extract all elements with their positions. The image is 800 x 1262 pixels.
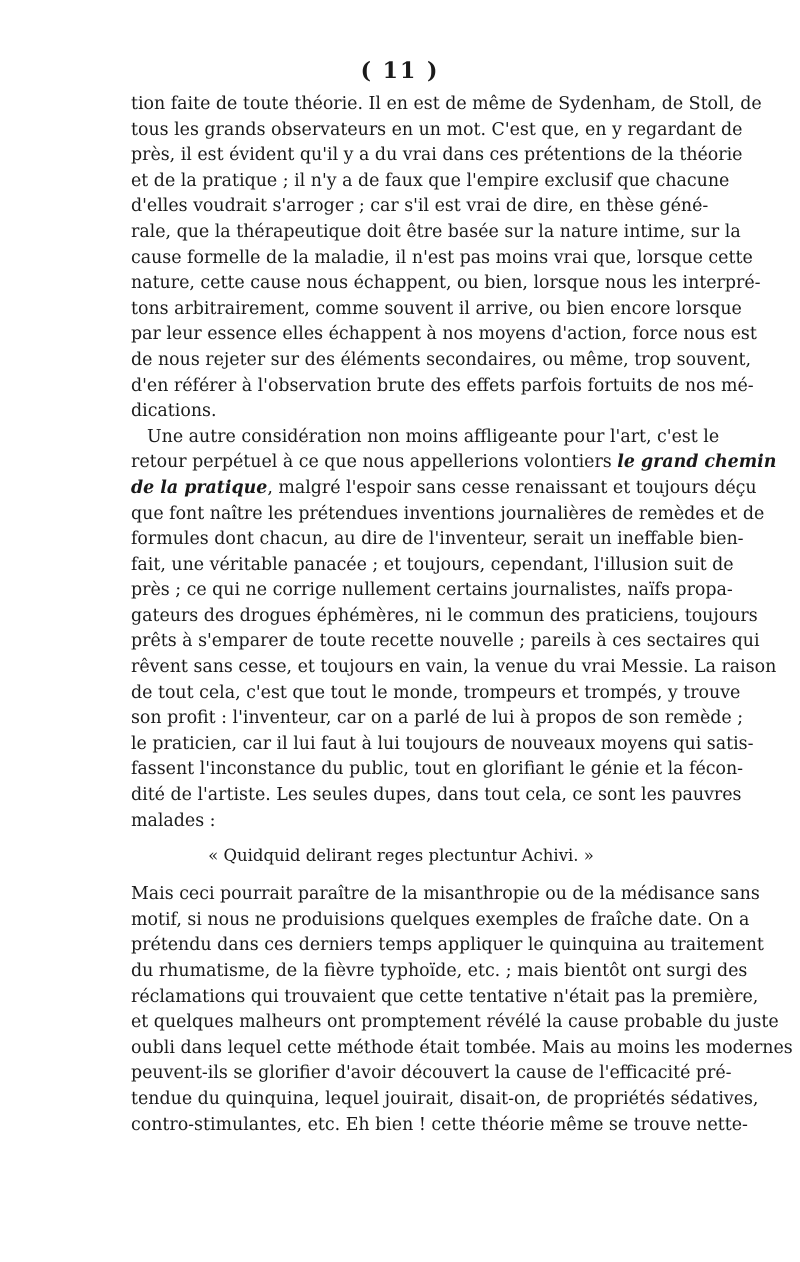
text-line: contro-stimulantes, etc. Eh bien ! cette théorie même se trouve nette- — [131, 1114, 748, 1135]
text-line: réclamations qui trouvaient que cette tentative n'était pas la première, — [131, 986, 759, 1007]
text-line: tous les grands observateurs en un mot. C'est que, en y regardant de — [131, 119, 743, 140]
text-line: près ; ce qui ne corrige nullement certains journalistes, naïfs propa- — [131, 580, 733, 601]
emphasized-phrase: le grand chemin — [617, 452, 777, 473]
page-number: ( 11 ) — [360, 58, 440, 84]
text-line — [131, 450, 777, 476]
text-line: peuvent-ils se glorifier d'avoir découvert la cause de l'efficacité pré- — [131, 1063, 732, 1084]
text-line: du rhumatisme, de la fièvre typhoïde, etc. ; mais bientôt ont surgi des — [131, 961, 748, 981]
text-line: Mais ceci pourrait paraître de la misanthropie ou de la médisance sans — [131, 884, 760, 905]
text-line: d'en référer à l'observation brute des effets parfois fortuits de nos mé- — [131, 375, 754, 396]
text-line: tons arbitrairement, comme souvent il arrive, ou bien encore lorsque — [131, 298, 742, 319]
text-line: d'elles voudrait s'arroger ; car s'il est vrai de dire, en thèse géné- — [131, 196, 709, 217]
text-line: de nous rejeter sur des éléments secondaires, ou même, trop souvent, — [131, 349, 752, 370]
text-line: le praticien, car il lui faut à lui toujours de nouveaux moyens qui satis- — [131, 733, 754, 754]
text-line — [131, 476, 757, 502]
text-line: malades : — [131, 810, 216, 831]
text-line: que font naître les prétendues inventions journalières de remèdes et de — [131, 503, 765, 524]
emphasized-phrase: de la pratique — [131, 477, 268, 498]
text-segment: , malgré l'espoir sans cesse renaissant et toujours déçu — [267, 477, 757, 498]
text-line: formules dont chacun, au dire de l'inventeur, serait un ineffable bien- — [131, 529, 744, 550]
body-text — [131, 92, 793, 1138]
text-line: son profit : l'inventeur, car on a parlé de lui à propos de son remède ; — [131, 708, 744, 729]
text-line: tion faite de toute théorie. Il en est de même de Sydenham, de Stoll, de — [131, 94, 762, 114]
text-line: prétendu dans ces derniers temps appliquer le quinquina au traitement — [131, 935, 764, 956]
latin-quote: « Quidquid delirant reges plectuntur Achivi. » — [208, 846, 594, 866]
text-line: tendue du quinquina, lequel jouirait, disait-on, de propriétés sédatives, — [131, 1088, 759, 1109]
text-line: gateurs des drogues éphémères, ni le commun des praticiens, toujours — [131, 605, 758, 626]
text-line: rale, que la thérapeutique doit être basée sur la nature intime, sur la — [131, 221, 741, 242]
text-line: par leur essence elles échappent à nos moyens d'action, force nous est — [131, 324, 757, 345]
text-line: prêts à s'emparer de toute recette nouvelle ; pareils à ces sectaires qui — [131, 631, 760, 652]
text-line: fait, une véritable panacée ; et toujours, cependant, l'illusion suit de — [131, 554, 734, 575]
text-line: de tout cela, c'est que tout le monde, trompeurs et trompés, y trouve — [131, 682, 741, 703]
text-line: motif, si nous ne produisions quelques exemples de fraîche date. On a — [131, 909, 750, 930]
text-line: et quelques malheurs ont promptement révélé la cause probable du juste — [131, 1012, 779, 1033]
text-line: près, il est évident qu'il y a du vrai dans ces prétentions de la théorie — [131, 145, 743, 166]
text-line: dications. — [131, 401, 217, 422]
text-line: nature, cette cause nous échappent, ou bien, lorsque nous les interpré- — [131, 273, 761, 294]
text-segment: retour perpétuel à ce que nous appellerions volontiers — [131, 452, 618, 473]
text-line: Une autre considération non moins affligeante pour l'art, c'est le — [147, 426, 720, 447]
paragraph-1 — [131, 92, 762, 425]
text-line: oubli dans lequel cette méthode était tombée. Mais au moins les modernes — [131, 1037, 793, 1058]
text-line: fassent l'inconstance du public, tout en glorifiant le génie et la fécon- — [131, 759, 744, 780]
text-line: rêvent sans cesse, et toujours en vain, la venue du vrai Messie. La raison — [131, 657, 777, 678]
text-line: dité de l'artiste. Les seules dupes, dans tout cela, ce sont les pauvres — [131, 785, 742, 806]
paragraph-3 — [131, 882, 793, 1138]
text-line: et de la pratique ; il n'y a de faux que l'empire exclusif que chacune — [131, 170, 730, 191]
paragraph-2 — [131, 425, 777, 835]
text-line: cause formelle de la maladie, il n'est pas moins vrai que, lorsque cette — [131, 247, 753, 268]
